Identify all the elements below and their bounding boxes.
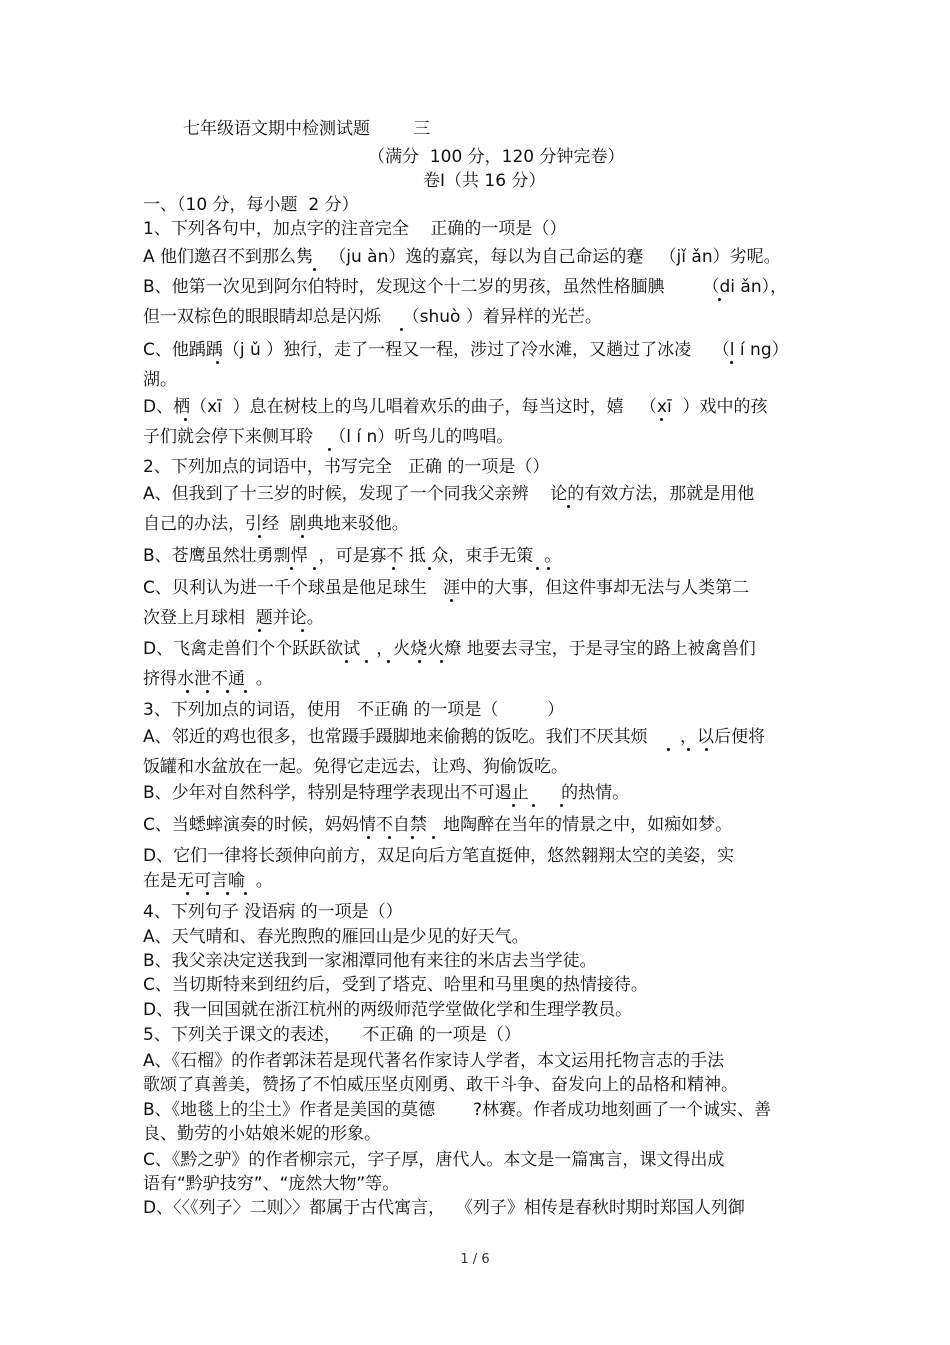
- part-label: 卷Ⅰ（共 16 分）: [423, 171, 546, 191]
- option-line: C、他踽踽（j ǔ ）独行，走了一程又一程，涉过了冷水滩，又趟过了冰凌 （l í ng）: [143, 340, 789, 360]
- emphasis-dot: [512, 804, 515, 807]
- option-line: 良、勤劳的小姑娘米妮的形象。: [143, 1124, 381, 1144]
- emphasis-dot: [387, 660, 390, 663]
- option-line: C、当切斯特来到纽约后，受到了塔克、哈里和马里奥的热情接待。: [143, 975, 648, 995]
- section-heading: 一、（10 分，每小题 2 分）: [143, 195, 359, 215]
- option-line: C、《黔之驴》的作者柳宗元，字子厚，唐代人。本文是一篇寓言，课文得出成: [143, 1150, 725, 1170]
- emphasis-dot: [258, 535, 261, 538]
- emphasis-dot: [440, 660, 443, 663]
- emphasis-dot: [718, 298, 721, 301]
- emphasis-dot: [705, 748, 708, 751]
- emphasis-dot: [206, 892, 209, 895]
- option-line: 湖。: [143, 370, 177, 390]
- emphasis-dot: [186, 892, 189, 895]
- emphasis-dot: [667, 748, 670, 751]
- option-line: C、贝利认为进一千个球虽是他足球生 涯中的大事，但这件事却无法与人类第二: [143, 578, 750, 598]
- emphasis-dot: [313, 268, 316, 271]
- option-line: 饭罐和水盆放在一起。免得它走远去，让鸡、狗偷饭吃。: [143, 757, 568, 777]
- option-line: B、苍鹰虽然壮勇剽悍 ，可是寡不 抵 众，束手无策 。: [143, 546, 562, 566]
- emphasis-dot: [547, 567, 550, 570]
- emphasis-dot: [418, 660, 421, 663]
- title-suffix: 三: [413, 119, 431, 139]
- emphasis-dot: [216, 361, 219, 364]
- page-number: 1 / 6: [460, 1252, 490, 1267]
- emphasis-dot: [687, 748, 690, 751]
- option-line: 在是无可言喻 。: [143, 871, 273, 891]
- option-line: 但一双棕色的眼眼睛却总是闪烁 （shuò ）着异样的光芒。: [143, 307, 602, 327]
- option-line: A、《石榴》的作者郭沫若是现代著名作家诗人学者，本文运用托物言志的手法: [143, 1051, 725, 1071]
- emphasis-dot: [226, 690, 229, 693]
- emphasis-dot: [301, 535, 304, 538]
- option-line: A、邻近的鸡也很多，也常蹑手蹑脚地来偷鹅的饭吃。我们不厌其烦 ，以后便将: [143, 727, 766, 747]
- emphasis-dot: [428, 567, 431, 570]
- emphasis-dot: [432, 836, 435, 839]
- emphasis-dot: [290, 567, 293, 570]
- emphasis-dot: [392, 567, 395, 570]
- option-line: B、少年对自然科学，特别是特理学表现出不可遏止 的热情。: [143, 783, 630, 803]
- emphasis-dot: [660, 418, 663, 421]
- emphasis-dot: [313, 567, 316, 570]
- emphasis-dot: [328, 448, 331, 451]
- option-line: B、他第一次见到阿尔伯特时，发现这个十二岁的男孩，虽然性格腼腆 （di ǎn），: [143, 277, 788, 297]
- emphasis-dot: [226, 892, 229, 895]
- emphasis-dot: [560, 804, 563, 807]
- title-gap: [370, 119, 413, 139]
- emphasis-dot: [244, 690, 247, 693]
- emphasis-dot: [184, 418, 187, 421]
- option-line: B、《地毯上的尘土》作者是美国的莫德 ?林赛。作者成功地刻画了一个诚实、善: [143, 1100, 772, 1120]
- option-line: 自己的办法，引经 剧典地来驳他。: [143, 514, 409, 534]
- option-line: 子们就会停下来侧耳聆 （l í n）听鸟儿的鸣唱。: [143, 427, 514, 447]
- option-line: 次登上月球相 题并论。: [143, 608, 324, 628]
- emphasis-dot: [244, 892, 247, 895]
- emphasis-dot: [365, 660, 368, 663]
- emphasis-dot: [450, 599, 453, 602]
- emphasis-dot: [258, 629, 261, 632]
- emphasis-dot: [206, 690, 209, 693]
- emphasis-dot: [536, 567, 539, 570]
- question-stem: 2、下列加点的词语中，书写完全 正确 的一项是（）: [143, 457, 550, 477]
- emphasis-dot: [411, 836, 414, 839]
- emphasis-dot: [532, 804, 535, 807]
- emphasis-dot: [301, 629, 304, 632]
- question-stem: 5、下列关于课文的表述， 不正确 的一项是（）: [143, 1025, 521, 1045]
- emphasis-dot: [567, 505, 570, 508]
- option-line: B、我父亲决定送我到一家湘潭同他有来往的米店去当学徒。: [143, 951, 597, 971]
- option-line: 挤得水泄不通 。: [143, 669, 273, 689]
- option-line: 歌颂了真善美，赞扬了不怕威压坚贞刚勇、敢干斗争、奋发向上的品格和精神。: [143, 1075, 738, 1095]
- page-subtitle: （满分 100 分，120 分钟完卷）: [368, 147, 625, 167]
- question-stem: 1、下列各句中，加点字的注音完全 正确的一项是（）: [143, 219, 567, 239]
- option-line: A、天气晴和、春光煦煦的雁回山是少见的好天气。: [143, 927, 529, 947]
- option-line: D、栖（xī ）息在树枝上的鸟儿唱着欢乐的曲子，每当这时，嬉 （xī ）戏中的孩: [143, 397, 768, 417]
- emphasis-dot: [367, 836, 370, 839]
- emphasis-dot: [730, 361, 733, 364]
- option-line: A、但我到了十三岁的时候，发现了一个同我父亲辨 论的有效方法，那就是用他: [143, 484, 755, 504]
- option-line: C、当蟋蟀演奏的时候，妈妈情不自禁 地陶醉在当年的情景之中，如痴如梦。: [143, 815, 733, 835]
- option-line: D、〈〈《列子〉二则〉〉都属于古代寓言， 《列子》相传是春秋时期时郑国人列御: [143, 1198, 745, 1218]
- emphasis-dot: [400, 328, 403, 331]
- option-line: D、飞禽走兽们个个跃跃欲试 ，火烧火燎 地要去寻宝，于是寻宝的路上被禽兽们: [143, 639, 756, 659]
- title-text: 七年级语文期中检测试题: [183, 119, 370, 139]
- question-stem: 4、下列句子 没语病 的一项是（）: [143, 902, 403, 922]
- page-title: [183, 118, 430, 140]
- emphasis-dot: [345, 660, 348, 663]
- option-line: D、它们一律将长颈伸向前方，双足向后方笔直挺伸，悠然翱翔太空的美姿，实: [143, 846, 735, 866]
- option-line: D、我一回国就在浙江杭州的两级师范学堂做化学和生理学教员。: [143, 1000, 633, 1020]
- emphasis-dot: [388, 836, 391, 839]
- option-line: A 他们邀召不到那么隽 （ju àn）逸的嘉宾，每以为自己命运的蹇 （jǐ ǎn）劣呢。: [143, 247, 781, 267]
- emphasis-dot: [186, 690, 189, 693]
- option-line: 语有“黔驴技穷”、“庞然大物”等。: [143, 1174, 400, 1194]
- question-stem: 3、下列加点的词语，使用 不正确 的一项是（ ）: [143, 700, 565, 720]
